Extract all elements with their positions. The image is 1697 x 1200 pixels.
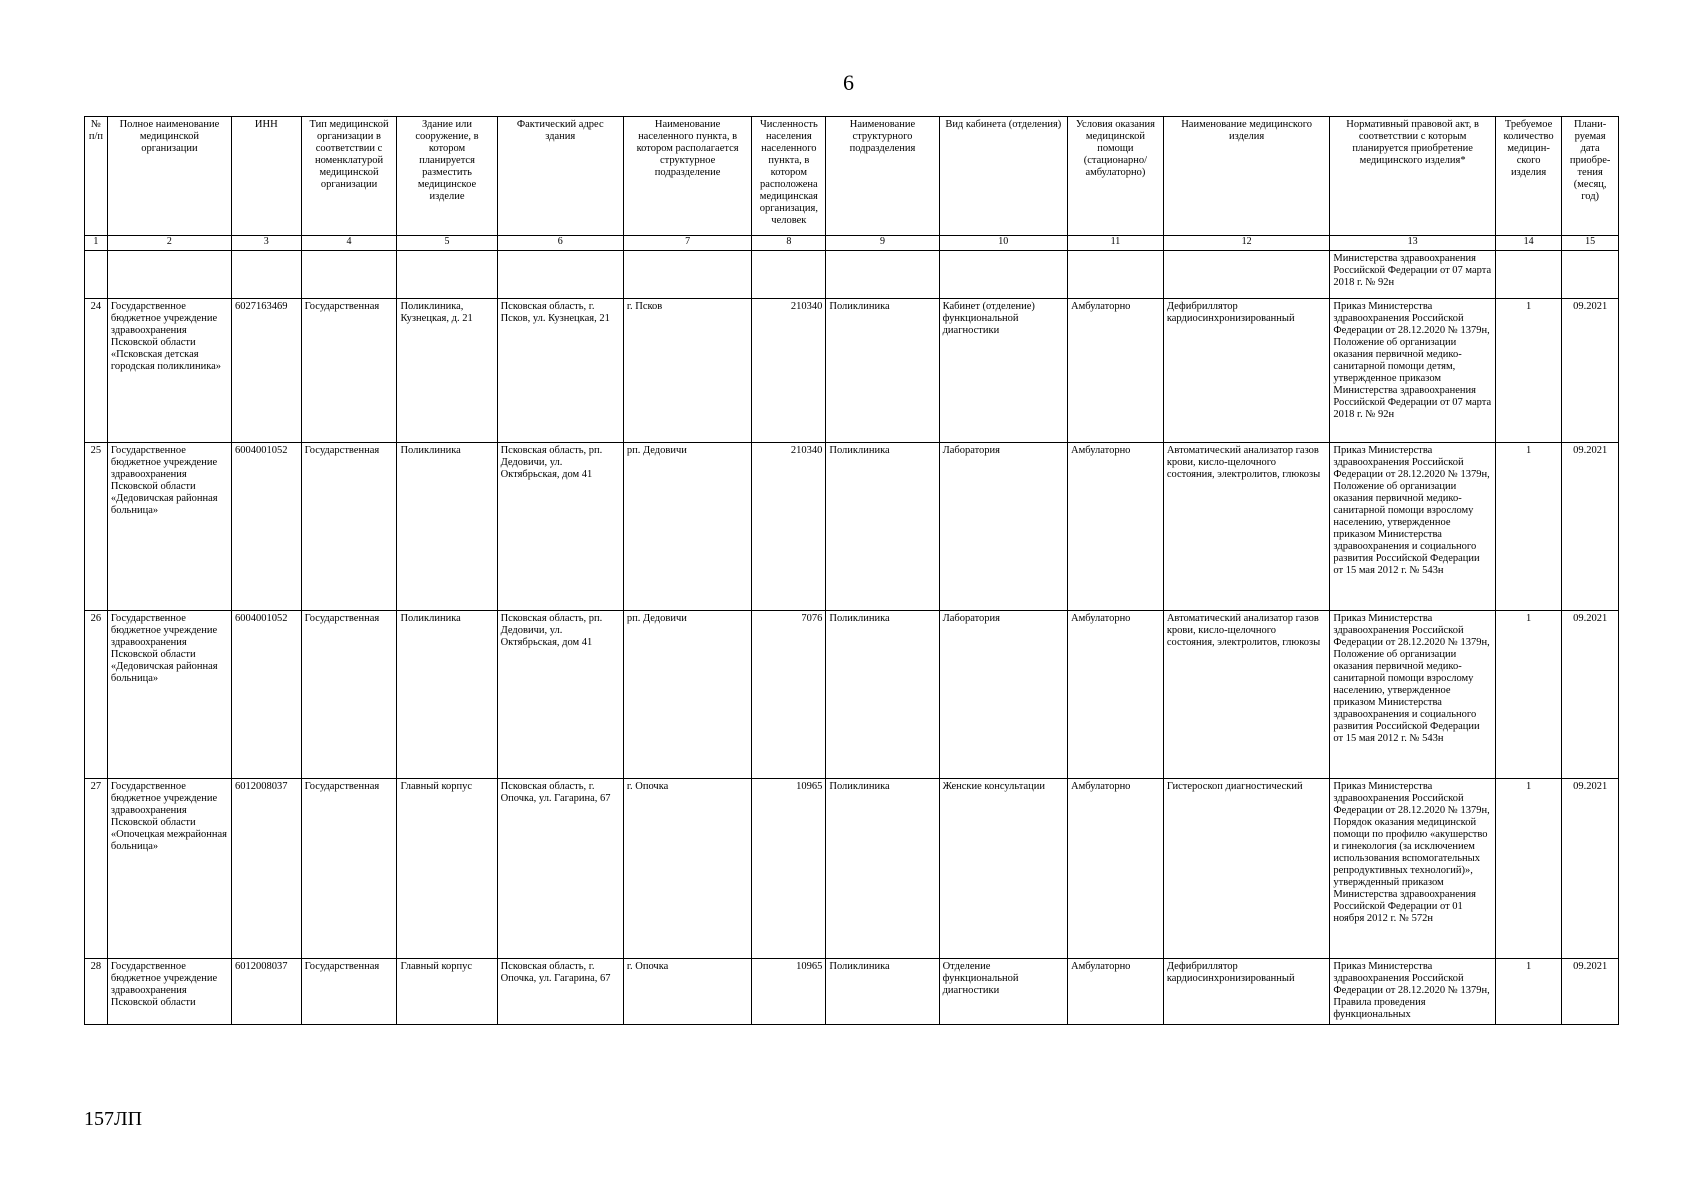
column-header: Требуемое количество медицин-ского изделия	[1495, 117, 1561, 236]
settlement: г. Псков	[623, 299, 751, 443]
column-number: 12	[1163, 236, 1330, 251]
address: Псковская область, рп. Дедовичи, ул. Октябрьская, дом 41	[497, 611, 623, 779]
column-header: Полное наименование медицинской организации	[107, 117, 231, 236]
address	[497, 251, 623, 299]
column-number: 15	[1562, 236, 1619, 251]
row-number: 27	[85, 779, 108, 959]
device-name: Гистероскоп диагностический	[1163, 779, 1330, 959]
device-name: Автоматический анализатор газов крови, кисло-щелочного состояния, электролитов, глюкозы	[1163, 443, 1330, 611]
column-number-row	[85, 236, 1619, 251]
address: Псковская область, рп. Дедовичи, ул. Октябрьская, дом 41	[497, 443, 623, 611]
cabinet-type: Женские консультации	[939, 779, 1067, 959]
device-name: Дефибриллятор кардиосинхронизированный	[1163, 299, 1330, 443]
structural-unit: Поликлиника	[826, 443, 939, 611]
device-name: Дефибриллятор кардиосинхронизированный	[1163, 959, 1330, 1025]
building: Поликлиника, Кузнецкая, д. 21	[397, 299, 497, 443]
column-number: 5	[397, 236, 497, 251]
organization-type: Государственная	[301, 443, 397, 611]
column-header: Тип медицинской организации в соответствии с номенклатурой медицинской организации	[301, 117, 397, 236]
inn: 6012008037	[231, 959, 301, 1025]
column-number: 2	[107, 236, 231, 251]
population: 210340	[752, 299, 826, 443]
device-name: Автоматический анализатор газов крови, кисло-щелочного состояния, электролитов, глюкозы	[1163, 611, 1330, 779]
care-conditions	[1068, 251, 1164, 299]
column-number: 1	[85, 236, 108, 251]
building	[397, 251, 497, 299]
column-number: 3	[231, 236, 301, 251]
quantity: 1	[1495, 611, 1561, 779]
column-header: Фактический адрес здания	[497, 117, 623, 236]
column-header: Плани-руемая дата приобре-тения (месяц, год)	[1562, 117, 1619, 236]
structural-unit	[826, 251, 939, 299]
column-number: 13	[1330, 236, 1495, 251]
settlement	[623, 251, 751, 299]
organization-name: Государственное бюджетное учреждение здравоохранения Псковской области «Псковская детская городская поликлиника»	[107, 299, 231, 443]
organization-type: Государственная	[301, 611, 397, 779]
population: 10965	[752, 779, 826, 959]
settlement: г. Опочка	[623, 959, 751, 1025]
address: Псковская область, г. Опочка, ул. Гагарина, 67	[497, 959, 623, 1025]
row-number: 25	[85, 443, 108, 611]
legal-act: Приказ Министерства здравоохранения Российской Федерации от 28.12.2020 № 1379н, Положение об организации оказания первичной медико-санитарной помощи взрослому населению, утвержденное приказом Министерства здравоохранения и социального развития Российской Федерации от 15 мая 2012 г. № 543н	[1330, 611, 1495, 779]
settlement: рп. Дедовичи	[623, 611, 751, 779]
column-header: Наименование структурного подразделения	[826, 117, 939, 236]
quantity: 1	[1495, 959, 1561, 1025]
address: Псковская область, г. Опочка, ул. Гагарина, 67	[497, 779, 623, 959]
column-header: Численность населения населенного пункта, в котором расположена медицинская организация, человек	[752, 117, 826, 236]
table-row	[85, 299, 1619, 443]
cabinet-type: Кабинет (отделение) функциональной диагностики	[939, 299, 1067, 443]
structural-unit: Поликлиника	[826, 611, 939, 779]
organization-type: Государственная	[301, 299, 397, 443]
table-row	[85, 959, 1619, 1025]
inn: 6004001052	[231, 443, 301, 611]
table-row	[85, 251, 1619, 299]
building: Главный корпус	[397, 959, 497, 1025]
settlement: г. Опочка	[623, 779, 751, 959]
organization-name: Государственное бюджетное учреждение здравоохранения Псковской области «Опочецкая межрайонная больница»	[107, 779, 231, 959]
column-number: 10	[939, 236, 1067, 251]
column-header: № п/п	[85, 117, 108, 236]
legal-act: Приказ Министерства здравоохранения Российской Федерации от 28.12.2020 № 1379н, Правила проведения функциональных	[1330, 959, 1495, 1025]
structural-unit: Поликлиника	[826, 779, 939, 959]
column-header: Условия оказания медицинской помощи (стационарно/ амбулаторно)	[1068, 117, 1164, 236]
purchase-date: 09.2021	[1562, 443, 1619, 611]
legal-act: Приказ Министерства здравоохранения Российской Федерации от 28.12.2020 № 1379н, Положение об организации оказания первичной медико-санитарной помощи взрослому населению, утвержденное приказом Министерства здравоохранения и социального развития Российской Федерации от 15 мая 2012 г. № 543н	[1330, 443, 1495, 611]
cabinet-type: Лаборатория	[939, 443, 1067, 611]
column-number: 14	[1495, 236, 1561, 251]
inn	[231, 251, 301, 299]
address: Псковская область, г. Псков, ул. Кузнецкая, 21	[497, 299, 623, 443]
structural-unit: Поликлиника	[826, 959, 939, 1025]
table-row	[85, 779, 1619, 959]
row-number: 28	[85, 959, 108, 1025]
column-header: Здание или сооружение, в котором планируется разместить медицинское изделие	[397, 117, 497, 236]
cabinet-type: Лаборатория	[939, 611, 1067, 779]
purchase-date: 09.2021	[1562, 299, 1619, 443]
column-number: 11	[1068, 236, 1164, 251]
quantity	[1495, 251, 1561, 299]
table-row	[85, 443, 1619, 611]
legal-act: Приказ Министерства здравоохранения Российской Федерации от 28.12.2020 № 1379н, Порядок оказания медицинской помощи по профилю «акушерство и гинекология (за исключением использования вспомогательных репродуктивных технологий)», утвержденный приказом Министерства здравоохранения Российской Федерации от 01 ноября 2012 г. № 572н	[1330, 779, 1495, 959]
row-number: 26	[85, 611, 108, 779]
row-number: 24	[85, 299, 108, 443]
column-header: ИНН	[231, 117, 301, 236]
settlement: рп. Дедовичи	[623, 443, 751, 611]
legal-act: Приказ Министерства здравоохранения Российской Федерации от 28.12.2020 № 1379н, Положение об организации оказания первичной медико-санитарной помощи детям, утвержденное приказом Министерства здравоохранения Российской Федерации от 07 марта 2018 г. № 92н	[1330, 299, 1495, 443]
header-row	[85, 117, 1619, 236]
quantity: 1	[1495, 299, 1561, 443]
organization-name	[107, 251, 231, 299]
inn: 6027163469	[231, 299, 301, 443]
organization-name: Государственное бюджетное учреждение здравоохранения Псковской области «Дедовичская районная больница»	[107, 443, 231, 611]
device-name	[1163, 251, 1330, 299]
column-header: Нормативный правовой акт, в соответствии с которым планируется приобретение медицинского изделия*	[1330, 117, 1495, 236]
care-conditions: Амбулаторно	[1068, 299, 1164, 443]
equipment-table	[84, 116, 1619, 1025]
purchase-date: 09.2021	[1562, 959, 1619, 1025]
care-conditions: Амбулаторно	[1068, 779, 1164, 959]
cabinet-type: Отделение функциональной диагностики	[939, 959, 1067, 1025]
column-header: Наименование населенного пункта, в котором располагается структурное подразделение	[623, 117, 751, 236]
row-number	[85, 251, 108, 299]
column-number: 9	[826, 236, 939, 251]
document-code: 157ЛП	[84, 1108, 143, 1130]
organization-type: Государственная	[301, 779, 397, 959]
population: 210340	[752, 443, 826, 611]
inn: 6004001052	[231, 611, 301, 779]
organization-name: Государственное бюджетное учреждение здравоохранения Псковской области	[107, 959, 231, 1025]
care-conditions: Амбулаторно	[1068, 959, 1164, 1025]
cabinet-type	[939, 251, 1067, 299]
structural-unit: Поликлиника	[826, 299, 939, 443]
building: Поликлиника	[397, 611, 497, 779]
population	[752, 251, 826, 299]
column-header: Наименование медицинского изделия	[1163, 117, 1330, 236]
care-conditions: Амбулаторно	[1068, 611, 1164, 779]
column-number: 6	[497, 236, 623, 251]
building: Поликлиника	[397, 443, 497, 611]
column-number: 8	[752, 236, 826, 251]
quantity: 1	[1495, 779, 1561, 959]
page-number: 6	[843, 70, 854, 95]
organization-name: Государственное бюджетное учреждение здравоохранения Псковской области «Дедовичская районная больница»	[107, 611, 231, 779]
column-number: 7	[623, 236, 751, 251]
building: Главный корпус	[397, 779, 497, 959]
organization-type	[301, 251, 397, 299]
population: 7076	[752, 611, 826, 779]
purchase-date: 09.2021	[1562, 779, 1619, 959]
inn: 6012008037	[231, 779, 301, 959]
purchase-date	[1562, 251, 1619, 299]
table-row	[85, 611, 1619, 779]
purchase-date: 09.2021	[1562, 611, 1619, 779]
organization-type: Государственная	[301, 959, 397, 1025]
column-header: Вид кабинета (отделения)	[939, 117, 1067, 236]
care-conditions: Амбулаторно	[1068, 443, 1164, 611]
quantity: 1	[1495, 443, 1561, 611]
column-number: 4	[301, 236, 397, 251]
legal-act: Министерства здравоохранения Российской Федерации от 07 марта 2018 г. № 92н	[1330, 251, 1495, 299]
population: 10965	[752, 959, 826, 1025]
